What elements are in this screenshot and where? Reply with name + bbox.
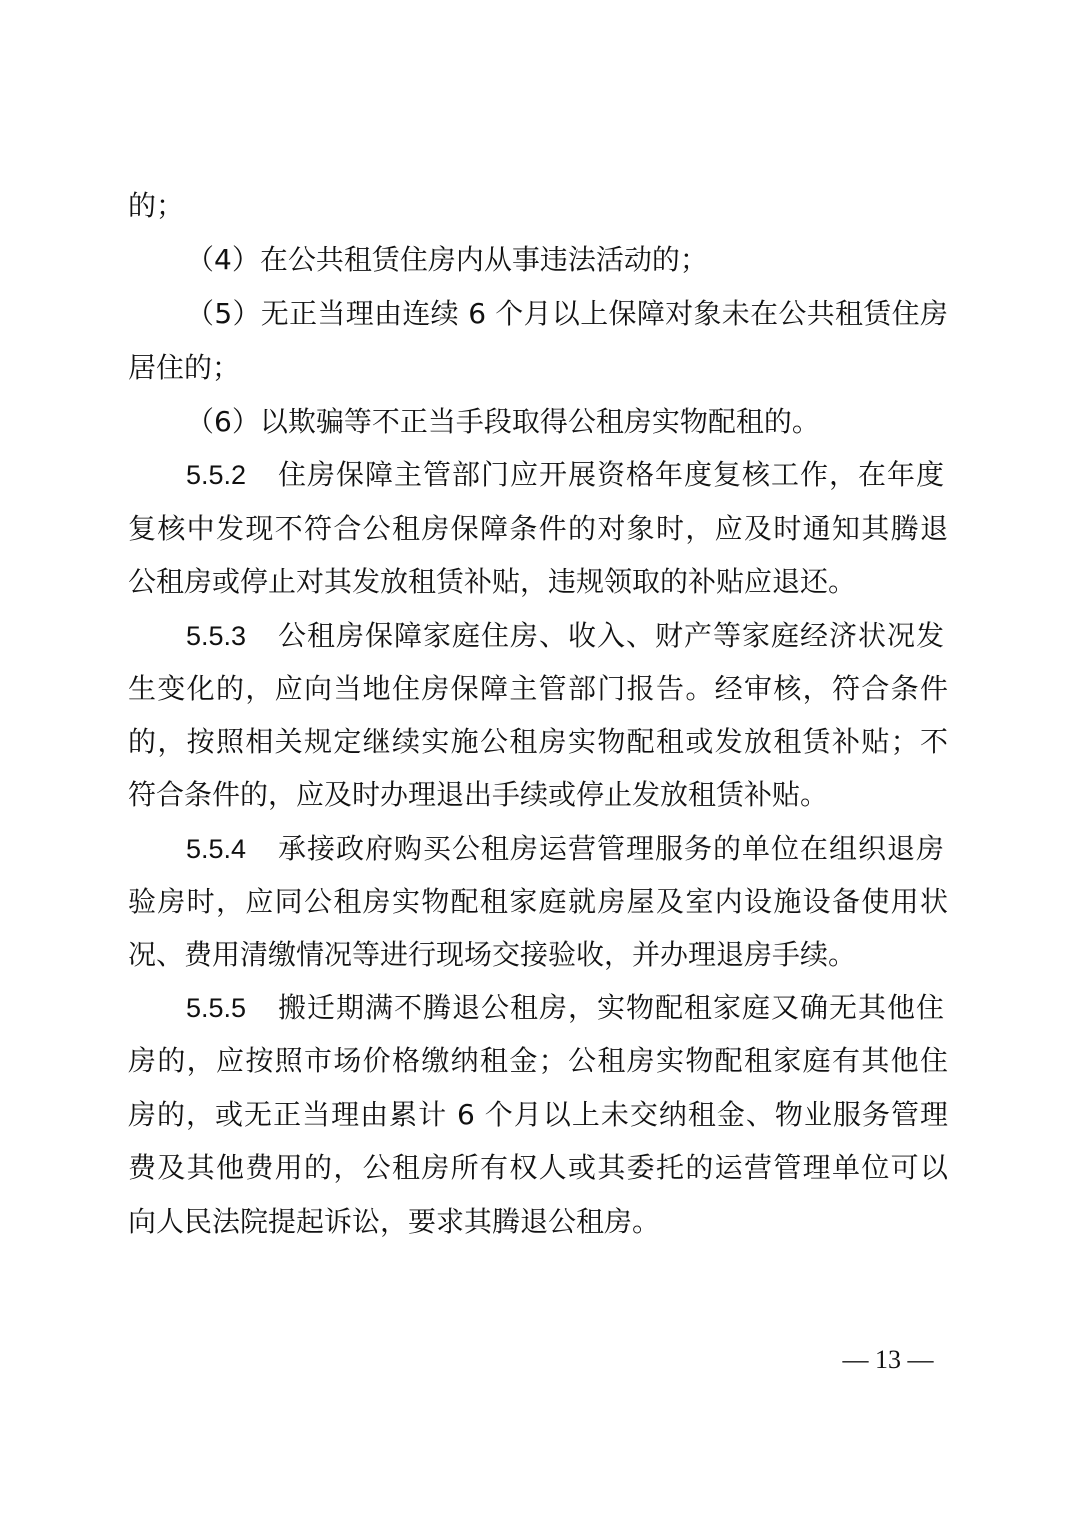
paragraph-line: 复核中发现不符合公租房保障条件的对象时，应及时通知其腾退 [128,512,948,545]
clause-number: 5.5.3 [186,621,247,651]
clause-number: 5.5.4 [186,834,247,864]
paragraph-line: 费及其他费用的，公租房所有权人或其委托的运营管理单位可以 [128,1151,948,1184]
page-number: — 13 — [842,1345,934,1374]
paragraph-line: 验房时，应同公租房实物配租家庭就房屋及室内设施设备使用状 [128,885,948,918]
clause-number: 5.5.5 [186,993,247,1023]
clause-5-5-3 [186,616,948,656]
list-item-5-continuation: 居住的； [128,351,241,384]
clause-text: 承接政府购买公租房运营管理服务的单位在组织退房 [278,832,944,865]
clause-5-5-5 [186,988,948,1028]
paragraph-line: 房的，应按照市场价格缴纳租金；公租房实物配租家庭有其他住 [128,1044,948,1077]
paragraph-line: 公租房或停止对其发放租赁补贴，违规领取的补贴应退还。 [128,565,857,598]
clause-text: 搬迁期满不腾退公租房，实物配租家庭又确无其他住 [278,991,944,1024]
clause-5-5-2 [186,455,948,495]
paragraph-line: 向人民法院提起诉讼，要求其腾退公租房。 [128,1205,661,1238]
clause-5-5-4 [186,829,948,869]
paragraph-line: 况、费用清缴情况等进行现场交接验收，并办理退房手续。 [128,938,857,971]
clause-number: 5.5.2 [186,460,247,490]
paragraph-line: 的，按照相关规定继续实施公租房实物配租或发放租赁补贴；不 [128,725,948,758]
list-item-5: （5）无正当理由连续 6 个月以上保障对象未在公共租赁住房 [186,297,948,330]
list-item-6: （6）以欺骗等不正当手段取得公租房实物配租的。 [186,405,820,438]
paragraph-line: 的； [128,189,185,222]
clause-text: 住房保障主管部门应开展资格年度复核工作，在年度 [278,458,944,491]
paragraph-line: 房的，或无正当理由累计 6 个月以上未交纳租金、物业服务管理 [128,1098,948,1131]
paragraph-line: 生变化的，应向当地住房保障主管部门报告。经审核，符合条件 [128,672,948,705]
paragraph-line: 符合条件的，应及时办理退出手续或停止发放租赁补贴。 [128,778,829,811]
list-item-4: （4）在公共租赁住房内从事违法活动的； [186,243,708,276]
clause-text: 公租房保障家庭住房、收入、财产等家庭经济状况发 [278,619,944,652]
